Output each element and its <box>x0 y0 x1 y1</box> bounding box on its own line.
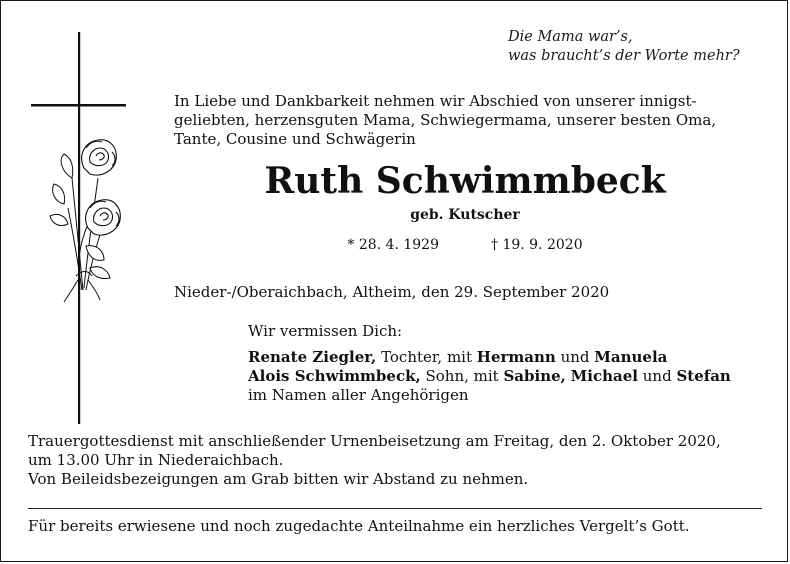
mourner-partner: Hermann <box>476 348 556 366</box>
mourner-join: und <box>555 348 595 366</box>
mourner-child: Sabine, <box>503 367 566 385</box>
intro-line-2: geliebten, herzensguten Mama, Schwiegermama, unserer besten Oma, <box>174 111 717 129</box>
thanks-line: Für bereits erwiesene und noch zugedachte Anteilnahme ein herzliches Vergelt’s Gott. <box>28 517 690 535</box>
motto-line-1: Die Mama war’s, <box>508 29 633 45</box>
intro-line-1: In Liebe und Dankbarkeit nehmen wir Abschied von unserer innigst- <box>174 92 697 110</box>
mourner-line-2 <box>248 367 731 386</box>
service-info <box>28 432 721 489</box>
life-dates <box>174 236 756 254</box>
intro-line-3: Tante, Cousine und Schwägerin <box>174 130 416 148</box>
mourner-child: Manuela <box>594 348 668 366</box>
intro-text <box>174 92 774 149</box>
divider <box>28 508 762 509</box>
birth-date: * 28. 4. 1929 <box>347 237 439 253</box>
motto-line-2: was braucht’s der Worte mehr? <box>508 48 740 64</box>
mourner-child: Michael <box>570 367 638 385</box>
mourner-relation: Sohn, mit <box>420 367 504 385</box>
maiden-name: geb. Kutscher <box>410 207 520 223</box>
mourners-intro: Wir vermissen Dich: <box>248 322 403 340</box>
mourner-child: Stefan <box>676 367 731 385</box>
service-line-1: Trauergottesdienst mit anschließender Urnenbeisetzung am Freitag, den 2. Oktober 2020, <box>28 432 721 450</box>
mourner-name: Alois Schwimmbeck, <box>248 367 421 385</box>
mourner-relation: Tochter, mit <box>376 348 477 366</box>
place-date: Nieder-/Oberaichbach, Altheim, den 29. September 2020 <box>174 283 610 301</box>
mourner-line-1 <box>248 348 731 367</box>
cross-with-roses-icon <box>28 28 138 428</box>
mourners-closing: im Namen aller Angehörigen <box>248 386 469 404</box>
mourner-name: Renate Ziegler, <box>248 348 377 366</box>
mourner-join: und <box>637 367 677 385</box>
mourners-block <box>248 322 731 405</box>
motto <box>508 28 740 66</box>
service-line-3: Von Beileidsbezeigungen am Grab bitten wir Abstand zu nehmen. <box>28 470 529 488</box>
deceased-name: Ruth Schwimmbeck <box>264 160 666 202</box>
service-line-2: um 13.00 Uhr in Niederaichbach. <box>28 451 284 469</box>
death-date: † 19. 9. 2020 <box>491 237 583 253</box>
